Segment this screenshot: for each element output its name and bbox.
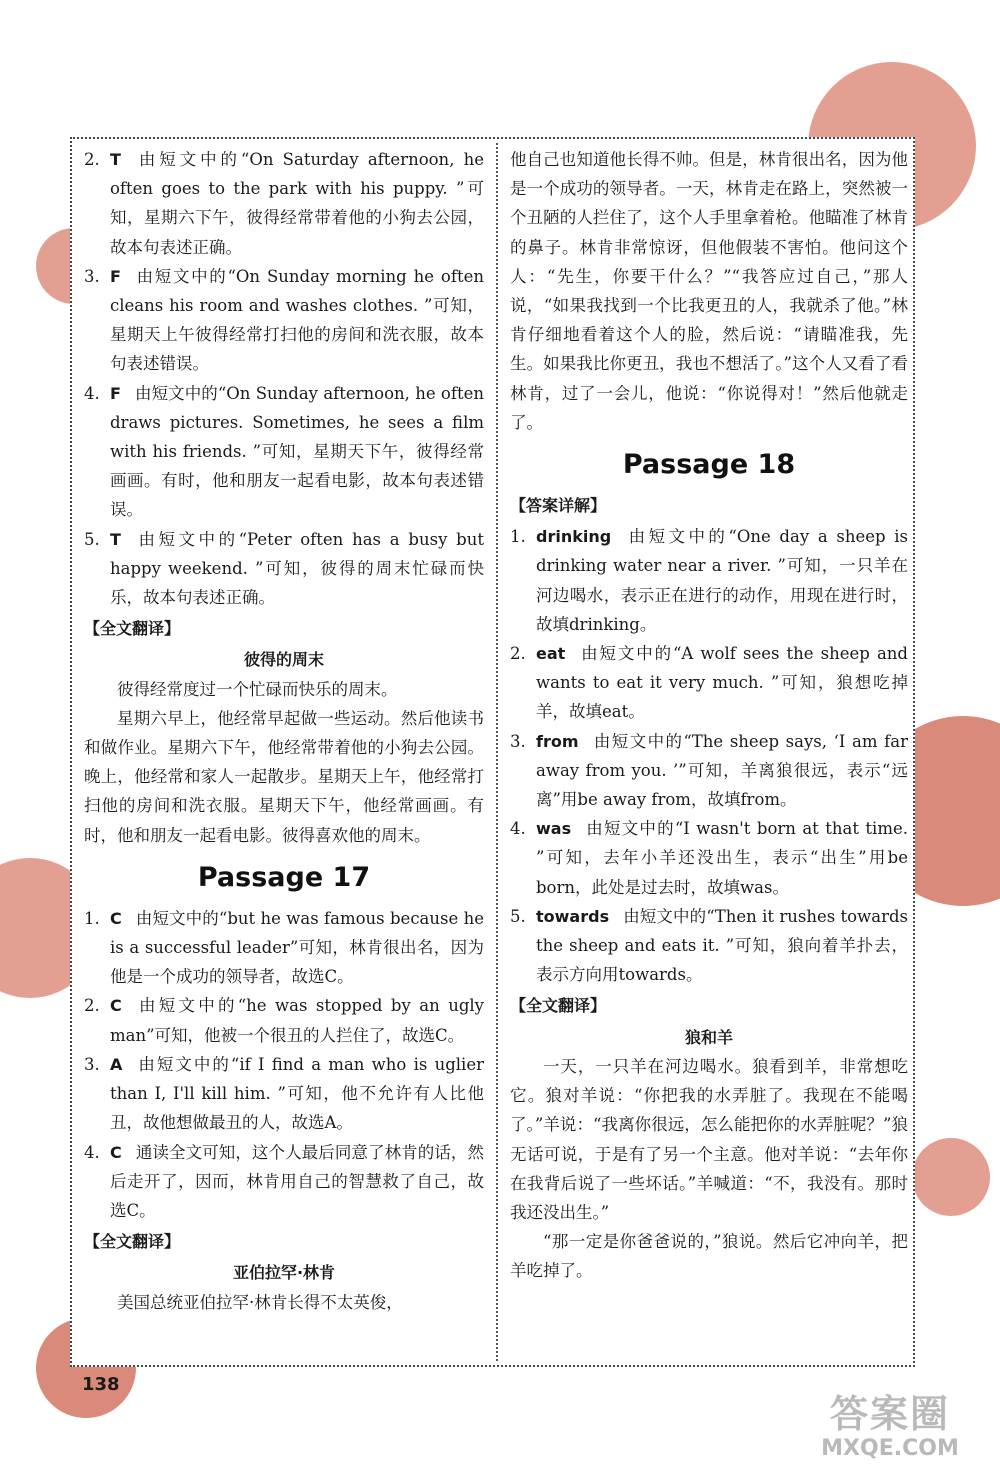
answer-item (84, 1138, 484, 1226)
answer-item (84, 991, 484, 1049)
item-answer: A (110, 1054, 123, 1074)
right-column (510, 145, 908, 1286)
watermark (786, 1392, 994, 1462)
item-explanation (536, 727, 908, 815)
item-text: 通读全文可知，这个人最后同意了林肯的话，然后走开了，因而，林肯用自己的智慧救了自己，故选C。 (110, 1142, 484, 1220)
answer-explanation-label: 【答案详解】 (510, 496, 607, 516)
translation-title: 彼得的周末 (243, 650, 324, 670)
answer-item (84, 262, 484, 379)
answer-item (510, 814, 908, 902)
answer-item (510, 639, 908, 727)
item-explanation (110, 145, 484, 262)
item-answer: F (110, 383, 121, 403)
item-number: 3. (510, 731, 526, 751)
item-answer: T (110, 150, 121, 169)
item-text: 由短文中的“A wolf sees the sheep and wants to eat it very much. ”可知，狼想吃掉羊，故填eat。 (536, 644, 908, 722)
item-explanation (536, 902, 908, 990)
watermark-text: 答案圈 (829, 1392, 950, 1436)
item-number: 4. (84, 1142, 100, 1162)
answer-item (84, 379, 484, 525)
item-explanation (110, 379, 484, 525)
item-answer: F (110, 266, 121, 286)
answer-item (84, 525, 484, 613)
answer-item (510, 727, 908, 815)
item-text: 由短文中的“but he was famous because he is a successful leader”可知，林肯很出名，因为他是一个成功的领导者，故选C。 (110, 908, 484, 987)
item-number: 4. (510, 819, 526, 839)
translation-paragraph: 星期六早上，他经常早起做一些运动。然后他读书和做作业。星期六下午，他经常带着他的小狗去公园。晚上，他经常和家人一起散步。星期天上午，他经常打扫他的房间和洗衣服。星期天下午，他经常画画。有时，他和朋友一起看电影。彼得喜欢他的周末。 (84, 708, 484, 845)
translation-title: 亚伯拉罕·林肯 (232, 1263, 336, 1283)
item-text: 由短文中的“On Sunday afternoon, he often draws pictures. Sometimes, he sees a film with his friends. ”可知，星期天下午，彼得经常画画。有时，他和朋友一起看电影，故本句表述错误。 (110, 383, 484, 520)
translation-paragraph: 彼得经常度过一个忙碌而快乐的周末。 (117, 679, 398, 699)
item-text: 由短文中的“On Saturday afternoon, he often goes to the park with his puppy. ”可知，星期六下午，彼得经常带着他的小狗去公园，故本句表述正确。 (110, 150, 484, 257)
item-explanation (110, 525, 484, 613)
item-number: 3. (84, 1054, 100, 1074)
passage-17-heading: Passage 17 (197, 861, 371, 893)
translation-label: 【全文翻译】 (84, 1232, 181, 1252)
passage-17-answers (84, 904, 484, 1225)
item-text: 由短文中的“Peter often has a busy but happy weekend. ”可知，彼得的周末忙碌而快乐，故本句表述正确。 (110, 529, 484, 608)
item-number: 5. (510, 906, 526, 926)
watermark-url: MXQE.COM (821, 1436, 959, 1461)
item-answer: from (536, 731, 579, 751)
item-explanation (536, 639, 908, 727)
translation-label: 【全文翻译】 (84, 619, 181, 639)
item-text: 由短文中的“he was stopped by an ugly man”可知，他被一个很丑的人拦住了，故选C。 (110, 996, 484, 1045)
translation-paragraph-continued: 他自己也知道他长得不帅。但是，林肯很出名，因为他是一个成功的领导者。一天，林肯走在路上，突然被一个丑陋的人拦住了，这个人手里拿着枪。他瞄准了林肯的鼻子。林肯非常惊讶，但他假装不害怕。他问这个人：“先生，你要干什么？”“我答应过自己，”那人说，“如果我找到一个比我更丑的人，我就杀了他。”林肯仔细地看着这个人的脸，然后说：“请瞄准我，先生。如果我比你更丑，我也不想活了。”这个人又看了看林肯，过了一会儿，他说：“你说得对！”然后他就走了。 (510, 150, 908, 432)
item-text: 由短文中的“On Sunday morning he often cleans his room and washes clothes. ”可知，星期天上午彼得经常打扫他的房间和洗衣服，故本句表述错误。 (110, 266, 484, 374)
answer-item (84, 145, 484, 262)
item-answer: T (110, 529, 121, 549)
item-answer: drinking (536, 527, 612, 547)
passage-18-answers (510, 522, 908, 989)
item-explanation (110, 991, 484, 1049)
item-text: 由短文中的“I wasn't born at that time. ”可知，去年小羊还没出生，表示“出生”用be born，此处是过去时，故填was。 (536, 819, 908, 897)
item-text: 由短文中的“if I find a man who is uglier than I, I'll kill him. ”可知，他不允许有人比他丑，故他想做最丑的人，故选A。 (110, 1054, 484, 1133)
item-answer: C (110, 1142, 122, 1162)
decor-circle-right-lower (912, 1138, 990, 1216)
page-number: 138 (82, 1374, 120, 1395)
item-number: 3. (84, 266, 100, 286)
item-answer: eat (536, 644, 566, 664)
item-number: 4. (84, 383, 100, 403)
item-text: 由短文中的“The sheep says, ‘I am far away from you. ’”可知，羊离狼很远，表示“远离”用be away from，故填from。 (536, 731, 908, 810)
item-answer: C (110, 996, 122, 1016)
answer-item (84, 1050, 484, 1138)
answer-item (510, 522, 908, 639)
item-explanation (110, 1050, 484, 1138)
item-answer: was (536, 819, 572, 839)
translation-title: 狼和羊 (684, 1027, 733, 1047)
translation-paragraph: “那一定是你爸爸说的，”狼说。然后它冲向羊，把羊吃掉了。 (510, 1232, 908, 1281)
item-explanation (110, 904, 484, 992)
answer-item (84, 904, 484, 992)
item-explanation (110, 262, 484, 379)
column-separator (496, 143, 498, 1361)
translation-paragraph: 一天，一只羊在河边喝水。狼看到羊，非常想吃它。狼对羊说：“你把我的水弄脏了。我现在不能喝了。”羊说：“我离你很远，怎么能把你的水弄脏呢？”狼无话可说，于是有了另一个主意。他对羊说：“去年你在我背后说了一些坏话。”羊喊道：“不，我没有。那时我还没出生。” (510, 1056, 908, 1222)
item-number: 5. (84, 529, 100, 549)
item-explanation (536, 814, 908, 902)
item-explanation (110, 1138, 484, 1226)
item-answer: towards (536, 906, 610, 926)
passage-18-heading: Passage 18 (622, 449, 796, 481)
item-text: 由短文中的“One day a sheep is drinking water near a river. ”可知，一只羊在河边喝水，表示正在进行的动作，用现在进行时，故填drinking。 (536, 527, 908, 634)
translation-label: 【全文翻译】 (510, 996, 607, 1016)
item-number: 2. (510, 644, 526, 664)
item-number: 1. (84, 908, 100, 928)
left-column (84, 145, 484, 1317)
translation-paragraph: 美国总统亚伯拉罕·林肯长得不太英俊， (117, 1292, 403, 1312)
item-text: 由短文中的“Then it rushes towards the sheep and eats it. ”可知，狼向着羊扑去，表示方向用towards。 (536, 906, 908, 985)
item-number: 1. (510, 527, 526, 547)
passage-16-answers (84, 145, 484, 612)
answer-item (510, 902, 908, 990)
item-answer: C (110, 908, 122, 928)
item-number: 2. (84, 150, 100, 169)
item-explanation (536, 522, 908, 639)
item-number: 2. (84, 996, 100, 1016)
